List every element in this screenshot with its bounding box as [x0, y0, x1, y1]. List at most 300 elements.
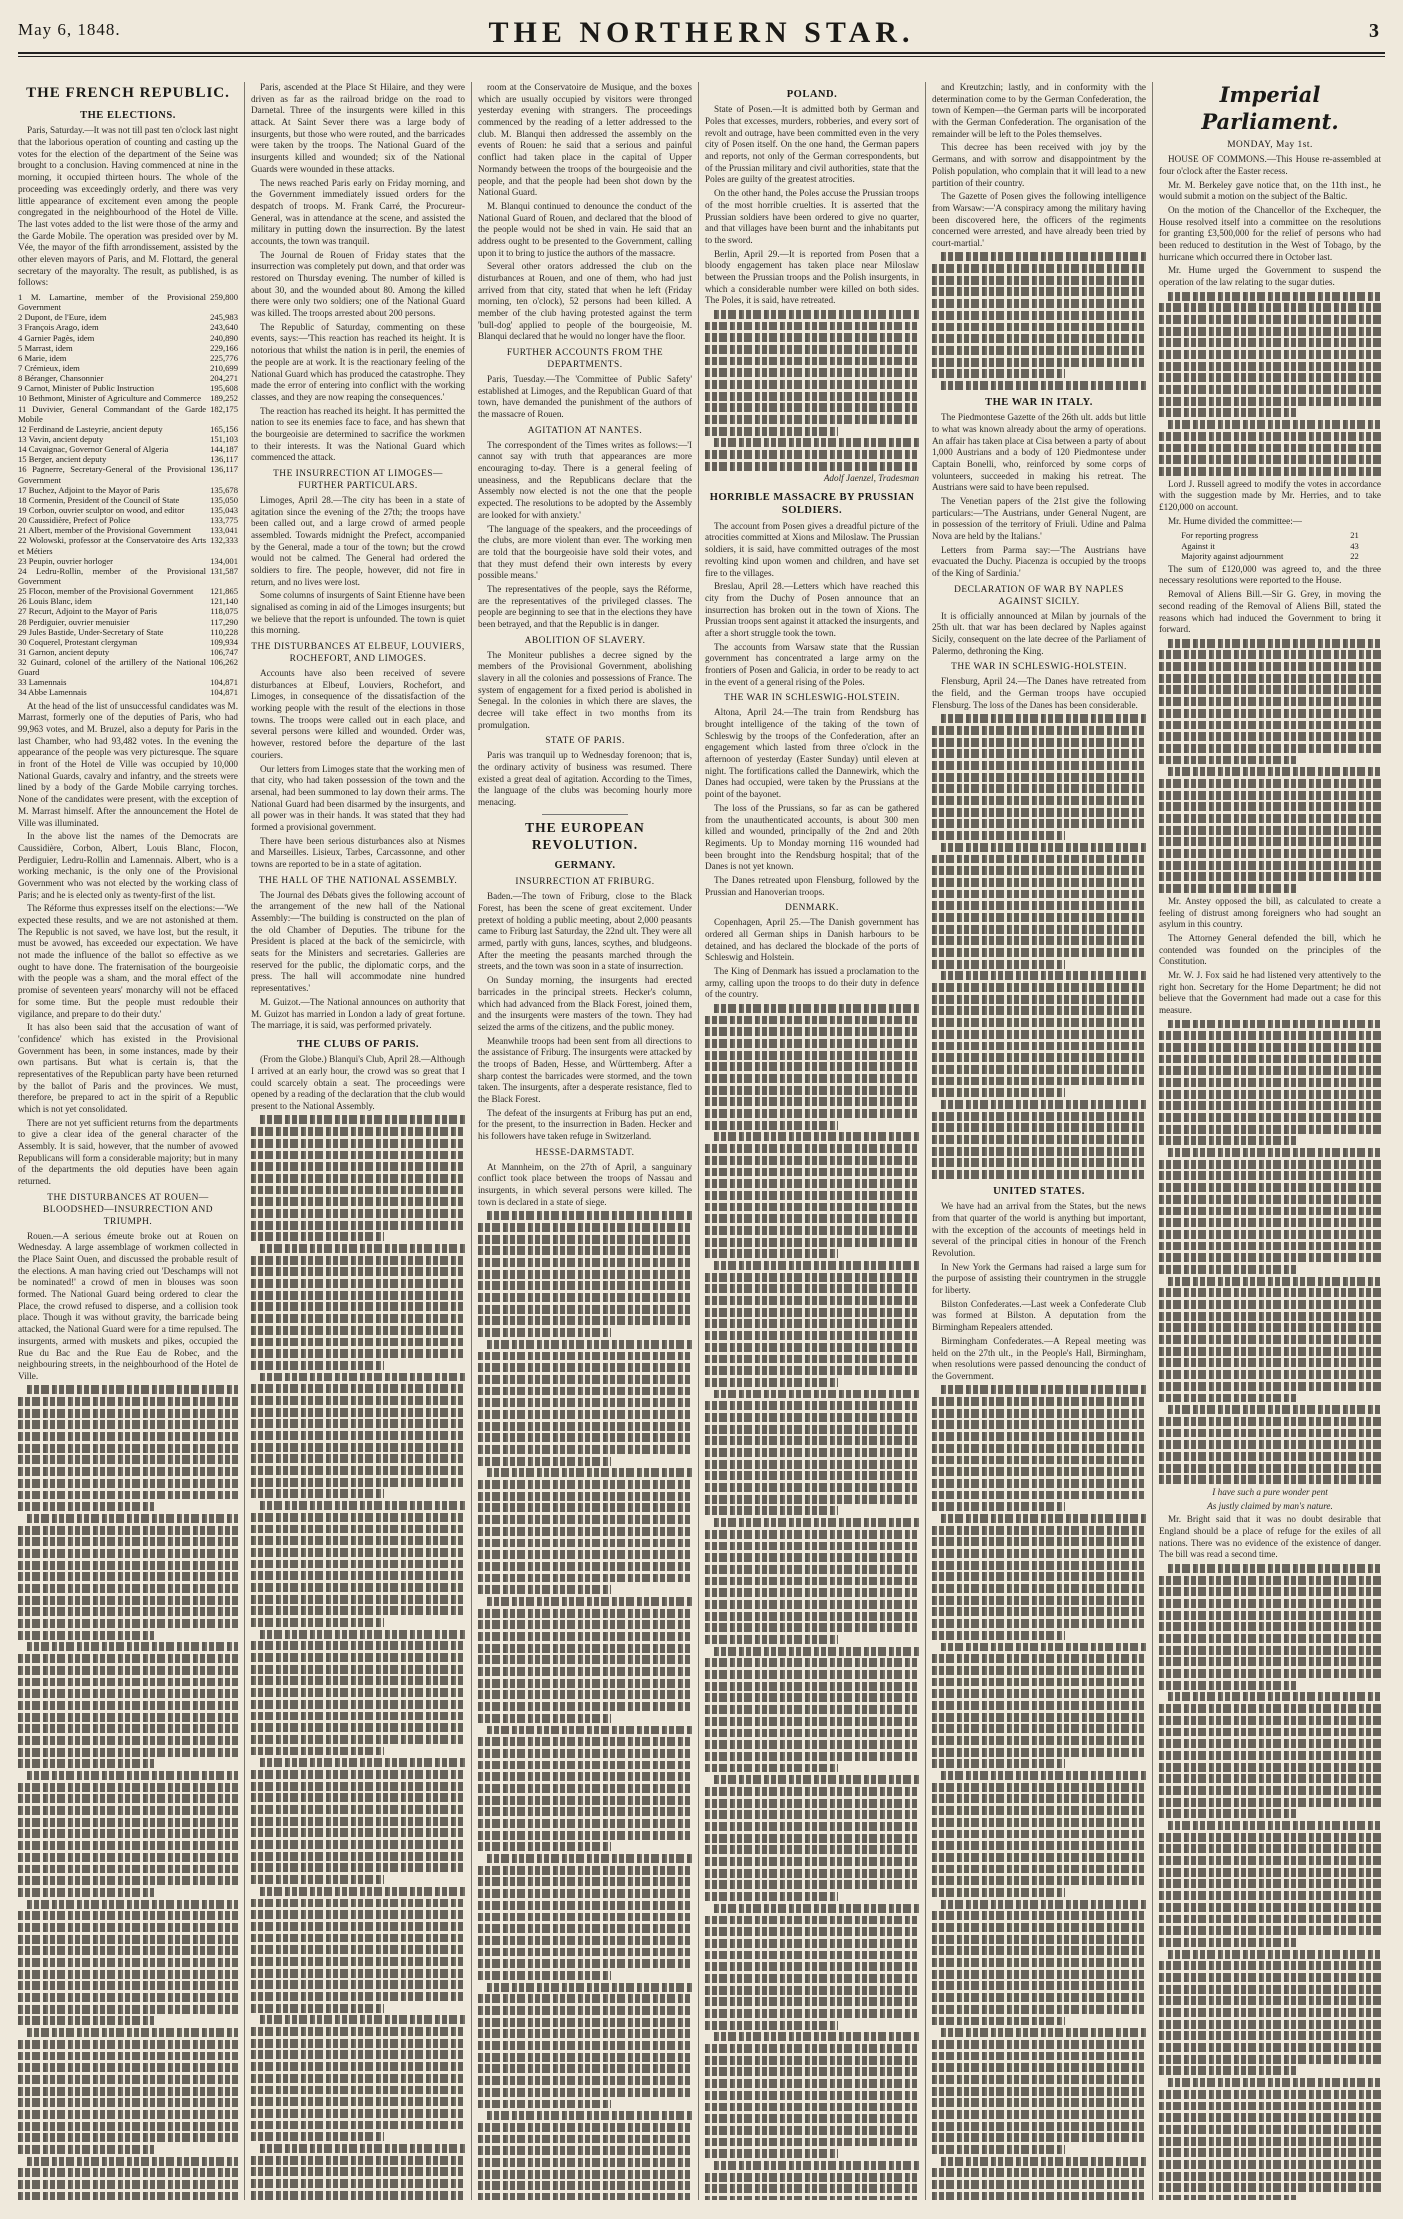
text-line [18, 2180, 238, 2189]
candidate-votes: 135,678 [210, 484, 238, 495]
text-line [1159, 674, 1381, 683]
article-paragraph: State of Posen.—It is admitted both by German and Poles that excesses, murders, robberies, and every sort of revolt and outrage, have been committed even in the very city of Posen itself. On the one hand, the German papers and reports, not only of the German correspondents, but of the Prussian military and civil authorities, state that the Poles are guilty of the greatest atrocities. [705, 104, 919, 185]
text-line [18, 1865, 238, 1874]
illegible-text-block [251, 1115, 465, 2200]
text-line [251, 1606, 465, 1615]
text-line [18, 2016, 154, 2025]
text-line [251, 1162, 465, 1171]
text-line [251, 1151, 465, 1160]
text-line [932, 1736, 1146, 1745]
text-line [478, 1410, 692, 1419]
text-line [1159, 1475, 1381, 1484]
text-line [478, 1503, 692, 1512]
table-row [18, 677, 238, 687]
text-line [478, 1316, 692, 1325]
text-line [1168, 1692, 1381, 1701]
article-paragraph: Paris was tranquil up to Wednesday forenoon; that is, the ordinary activity of business was resumed. There existed a great deal of agitation. According to the Times, the language of the clubs was becoming hourly more menacing. [478, 750, 692, 808]
text-line [941, 1643, 1146, 1652]
text-line [1159, 373, 1381, 382]
article-paragraph: There have been serious disturbances also at Nismes and Marseilles. Lisieux, Tarbes, Carcassonne, and other towns are reported to be in a state of agitation. [251, 835, 465, 869]
text-line [932, 1549, 1146, 1558]
text-line [18, 2168, 238, 2177]
text-line [714, 1390, 919, 1399]
article-paragraph: On the other hand, the Poles accuse the Prussian troops of the most horrible cruelties. It is asserted that the Prussian soldiers have been ordered to give no quarter, and that villages have been burnt and the inhabitants put to the sword. [705, 188, 919, 245]
candidate-name: 3 François Arago, idem [18, 322, 99, 333]
text-line [251, 1560, 465, 1569]
illegible-text-block [705, 310, 919, 471]
text-line [705, 1834, 919, 1843]
text-line [705, 1845, 919, 1854]
text-line [705, 1016, 919, 1025]
text-line [18, 1491, 238, 1500]
text-line [1159, 1669, 1381, 1678]
text-line [478, 2193, 692, 2200]
text-line [932, 1030, 1146, 1039]
text-line [932, 1491, 1146, 1500]
text-line [18, 2052, 238, 2061]
text-line [1159, 744, 1381, 753]
text-line [1159, 1786, 1381, 1795]
illegible-text-block [1159, 639, 1381, 893]
text-line [478, 2170, 692, 2179]
text-line [487, 2111, 692, 2120]
text-line [251, 1875, 384, 1884]
text-line [478, 1796, 692, 1805]
text-line [478, 1948, 692, 1957]
text-line [932, 276, 1146, 285]
text-line [932, 369, 1065, 378]
text-line [1159, 1265, 1297, 1274]
text-line [705, 1249, 838, 1258]
text-line [1159, 2113, 1381, 2122]
text-line [1168, 1020, 1381, 1029]
text-line [478, 2088, 692, 2097]
text-line [705, 1495, 919, 1504]
text-line [478, 1620, 692, 1629]
sub-heading: UNITED STATES. [993, 1185, 1085, 1197]
text-line [260, 1758, 465, 1767]
text-line [478, 1585, 611, 1594]
text-line [478, 1433, 692, 1442]
text-line [1159, 1230, 1381, 1239]
text-line [705, 333, 919, 342]
article-paragraph: The defeat of the insurgents at Friburg has put an end, for the present, to the insurrection in Baden. Hecker and his followers have taken refuge in Switzerland. [478, 1107, 692, 1142]
text-line [705, 1705, 919, 1714]
text-line [1159, 1394, 1297, 1403]
candidate-name: 15 Berger, ancient deputy [18, 454, 107, 465]
text-line [705, 1916, 919, 1925]
text-line [932, 1993, 1146, 2002]
text-line [932, 855, 1146, 864]
text-line [1159, 2148, 1381, 2157]
text-line [941, 252, 1146, 261]
text-line [27, 2157, 238, 2166]
text-line [251, 1232, 384, 1241]
text-line [478, 1223, 692, 1232]
article-paragraph: M. Blanqui continued to denounce the conduct of the National Guard of Rouen, and declared that the blood of the people would not be shed in vain. He said that an address ought to be presented to the Government, calling upon it to bring to justice the authors of the massacre. [478, 200, 692, 258]
text-line [941, 1900, 1146, 1909]
article-paragraph: On the motion of the Chancellor of the Exchequer, the House resolved itself into a committee on the resolutions for granting £3,500,000 for the relief of persons who had been reduced to destitution in the West of Tobago, by the hurricane which occurred there in October last. [1159, 205, 1381, 262]
candidate-votes: 240,890 [210, 332, 238, 343]
text-line [705, 2149, 838, 2158]
text-line [1159, 2172, 1381, 2181]
text-line [705, 1319, 919, 1328]
text-line [1168, 1148, 1381, 1157]
text-line [941, 971, 1146, 980]
sub-heading: INSURRECTION AT FRIBURG. [515, 877, 655, 888]
text-line [705, 1121, 838, 1130]
article-paragraph: The Moniteur publishes a decree signed by the members of the Provisional Government, abolishing slavery in all the colonies and possessions of France. The system of engagement for a fixed period is abolished in Senegal. In the colonies in which there are slaves, the decree will take effect in two months from its promulgation. [478, 649, 692, 730]
text-line [18, 1701, 238, 1710]
text-line [932, 1876, 1146, 1885]
table-row [18, 373, 238, 383]
text-line [18, 1420, 238, 1429]
text-line [932, 1065, 1146, 1074]
text-line [714, 438, 919, 447]
text-line [714, 1518, 919, 1527]
text-line [932, 1112, 1146, 1121]
text-line [251, 1489, 384, 1498]
text-line [932, 1420, 1146, 1429]
text-line [18, 2040, 238, 2049]
text-line [932, 948, 1146, 957]
article-paragraph: At the head of the list of unsuccessful candidates was M. Marrast, formerly one of the deputies of Paris, who had 99,963 votes, and M. Bruzel, also a deputy for Paris in the last Chamber, who had 93,482 votes. In the evening the appearance of the people was very picturesque. The square in front of the Hotel de Ville was occupied by 10,000 National Guards, cavalry and infantry, and the streets were lined by a body of the Garde Mobile carrying torches. None of the candidates were present, with the exception of M. Marrast himself. After the announcement the Hotel de Ville was illuminated. [18, 700, 238, 828]
article-paragraph: The accounts from Warsaw state that the Russian government has concentrated a large army on the frontiers of Posen and Galicia, in order to be ready to act in the event of a general rising of the Poles. [705, 641, 919, 687]
newspaper-title: THE NORTHERN STAR. [488, 16, 915, 49]
text-line [932, 726, 1146, 735]
illegible-text-block [478, 1211, 692, 2200]
text-line [1159, 1207, 1381, 1216]
candidate-name: 7 Crémieux, idem [18, 362, 80, 373]
text-line [1159, 338, 1381, 347]
text-line [18, 1444, 238, 1453]
text-line [932, 901, 1146, 910]
candidate-votes: 133,041 [210, 525, 238, 536]
text-line [705, 403, 919, 412]
text-line [714, 1261, 919, 1270]
text-line [705, 380, 919, 389]
text-line [478, 2029, 692, 2038]
text-line [1159, 1996, 1381, 2005]
text-line [27, 1900, 238, 1909]
text-line [932, 1135, 1146, 1144]
article-paragraph: The representatives of the people, says the Réforme, are the representatives of the privileged classes. The people are beginning to see that in the elections they have been betrayed, and that the Republic is in danger. [478, 583, 692, 629]
text-line [18, 2098, 238, 2107]
illegible-text-block [1159, 1020, 1381, 1485]
article-paragraph: The loss of the Prussians, so far as can be gathered from the unauthenticated accounts, is about 300 men killed and wounded, principally of the 2nd and 20th Regiments. Up to Monday morning 116 wounded had been brought into the Rendsburg hospital; that of the Danes is not yet known. [705, 802, 919, 872]
text-line [1159, 1879, 1381, 1888]
text-line [18, 1888, 154, 1897]
sub-heading: HORRIBLE MASSACRE BY PRUSSIAN SOLDIERS. [709, 492, 915, 517]
candidate-name: 32 Guinard, colonel of the artillery of the National Guard [18, 657, 207, 678]
text-line [932, 995, 1146, 1004]
text-line [1159, 2183, 1381, 2192]
text-line [705, 1658, 919, 1667]
text-line [932, 1456, 1146, 1465]
article-paragraph: The Journal des Débats gives the following account of the arrangement of the new hall of the National Assembly:—'The building is constructed on the plan of the old Chamber of Deputies. The tribune for the President is placed at the back of the semicircle, with seats for the Ministers and secretaries. Galleries are reserved for the public, the diplomatic corps, and the press. The hall will accommodate nine hundred representatives.' [251, 889, 465, 994]
text-line [932, 1596, 1146, 1605]
candidate-votes: 117,290 [210, 616, 238, 627]
text-line [932, 358, 1146, 367]
text-line [18, 1783, 238, 1792]
text-line [1159, 1429, 1381, 1438]
text-line [18, 1736, 238, 1745]
text-line [705, 1752, 919, 1761]
text-line [478, 1550, 692, 1559]
text-line [705, 1565, 919, 1574]
text-line [705, 1203, 919, 1212]
text-line [18, 1502, 154, 1511]
text-line [705, 1074, 919, 1083]
text-line [705, 462, 919, 471]
article-paragraph: Flensburg, April 24.—The Danes have retreated from the field, and the German troops have occupied Flensburg. The loss of the Danes has been considerable. [932, 676, 1146, 710]
text-line [251, 1525, 465, 1534]
text-line [478, 1387, 692, 1396]
text-line [1159, 1915, 1381, 1924]
text-line [1159, 1171, 1381, 1180]
candidate-votes: 243,640 [210, 322, 238, 333]
candidate-votes: 135,043 [210, 504, 238, 515]
text-line [1159, 1101, 1381, 1110]
article-paragraph: Mr. M. Berkeley gave notice that, on the 11th inst., he would submit a motion on the subject of the Baltic. [1159, 179, 1381, 202]
text-line [941, 381, 1146, 390]
text-line [18, 1654, 238, 1663]
column-rule [471, 82, 472, 2200]
division-count: 22 [1350, 550, 1359, 561]
masthead-rule-thin [18, 56, 1385, 57]
candidate-votes: 229,166 [210, 342, 238, 353]
text-line [714, 2161, 919, 2170]
text-line [705, 1168, 919, 1177]
candidate-name: 18 Cormenin, President of the Council of State [18, 494, 180, 505]
column-rule [925, 82, 926, 2200]
newspaper-page [18, 14, 1385, 2206]
sub-heading: THE ELECTIONS. [80, 110, 176, 122]
text-line [705, 1051, 919, 1060]
candidate-votes: 245,983 [210, 312, 238, 323]
text-line [705, 1425, 919, 1434]
candidate-name: 14 Cavaignac, Governor General of Algeria [18, 444, 169, 455]
text-line [251, 1326, 465, 1335]
text-line [251, 1419, 465, 1428]
text-line [705, 2009, 919, 2018]
text-line [932, 2005, 1146, 2014]
text-line [18, 1946, 238, 1955]
text-line [1159, 1926, 1381, 1935]
text-line [251, 1431, 465, 1440]
text-line [705, 1086, 919, 1095]
text-line [260, 2144, 465, 2153]
text-line [932, 1018, 1146, 1027]
column-4 [705, 82, 919, 2200]
text-line [1159, 872, 1381, 881]
text-line [705, 1623, 919, 1632]
text-line [932, 866, 1146, 875]
text-line [1159, 1704, 1381, 1713]
article-paragraph: The account from Posen gives a dreadful picture of the atrocities committed at Xions and Miloslaw. The Prussian soldiers, it is said, have committed outrages of the most revolting kind upon women and children, and have set fire to the villages. [705, 520, 919, 578]
column-3 [478, 82, 692, 2200]
text-line [18, 1619, 238, 1628]
text-line [251, 1735, 465, 1744]
text-line [1159, 1891, 1381, 1900]
text-line [1159, 1844, 1381, 1853]
article-paragraph: Paris, Saturday.—It was not till past ten o'clock last night that the laborious operation of counting and casting up the votes for the election of the department of the Seine was brought to a conclusion. Having commenced at nine in the morning, it occupied thirteen hours. The whole of the proceeding was exceedingly orderly, and there was very little appearance of excitement even among the people congregated in the neighbourhood of the Hotel de Ville. The last votes added to the list were those of the army and the Garde Mobile. The operation was presided over by M. Vée, the mayor of the fifth arrondissement, assisted by the other eleven mayors of Paris, and M. Flottard, the general secretary of the mayoralty. The result, as published, is as follows: [18, 125, 238, 288]
text-line [932, 1607, 1146, 1616]
text-line [18, 1713, 238, 1722]
text-line [1159, 2066, 1297, 2075]
article-paragraph: The Gazette of Posen gives the following intelligence from Warsaw:—'A conspiracy among the military having been discovered here, the officers of the regiments concerned were arrested, and have already been tried by court-martial.' [932, 191, 1146, 248]
text-line [478, 2100, 611, 2109]
text-line [1159, 1113, 1381, 1122]
text-line [478, 1492, 692, 1501]
text-line [251, 1840, 465, 1849]
text-line [478, 1655, 692, 1664]
division-table [1181, 530, 1359, 560]
article-paragraph: Meanwhile troops had been sent from all directions to the assistance of Friburg. The insurgents were attacked by the troops of Baden, Hesse, and Württemberg. After a sharp contest the barricades were stormed, and the town taken. The insurgents, after a desperate resistance, fled to the Black Forest. [478, 1035, 692, 1105]
text-line [1159, 1160, 1381, 1169]
text-line [18, 1689, 238, 1698]
column-rule [698, 82, 699, 2200]
text-line [932, 1479, 1146, 1488]
text-line [941, 1514, 1146, 1523]
text-line [932, 1053, 1146, 1062]
text-line [705, 1962, 919, 1971]
text-line [478, 1901, 692, 1910]
illegible-text-block [1159, 1564, 1381, 2200]
text-line [705, 1764, 838, 1773]
candidate-votes: 151,103 [210, 433, 238, 444]
text-line [932, 1537, 1146, 1546]
text-line [1159, 802, 1381, 811]
table-row [18, 627, 238, 637]
candidate-name: 12 Ferdinand de Lasteyrie, ancient deputy [18, 423, 163, 434]
text-line [478, 1819, 692, 1828]
text-line [932, 960, 1065, 969]
text-line [251, 1548, 465, 1557]
article-paragraph: room at the Conservatoire de Musique, and the boxes which are usually occupied by visitors were thronged yesterday evening with strangers. The proceedings commenced by the reading of a letter addressed to the club. M. Blanqui then addressed the assembly on the events of Rouen: he said that a serious and painful conflict had taken place in the capital of Upper Normandy between the troops of the bourgeoisie and the people, and that the people had been shot down by the National Guard. [478, 82, 692, 198]
article-paragraph: The Venetian papers of the 21st give the following particulars:—'The Austrians, under General Nugent, are in possession of the territory of Friuli. Udine and Palma Nova are held by the Italians.' [932, 496, 1146, 542]
article-paragraph: The reaction has reached its height. It has permitted the nation to see its enemies face to face, and has shewn that the bourgeoisie are determined to sacrifice the workmen to their interests. It was the National Guard which commenced the attack. [251, 405, 465, 463]
text-line [478, 1527, 692, 1536]
text-line [705, 1997, 919, 2006]
table-row [18, 535, 238, 555]
text-line [1159, 1452, 1381, 1461]
article-paragraph: Birmingham Confederates.—A Repeal meeting was held on the 27th ult., in the People's Hall, Birmingham, when resolutions were passed denouncing the conduct of the Government. [932, 1335, 1146, 1381]
text-line [932, 1783, 1146, 1792]
text-line [932, 1561, 1146, 1570]
text-line [1159, 1078, 1381, 1087]
text-line [251, 1197, 465, 1206]
text-line [1159, 2008, 1381, 2017]
text-line [932, 1713, 1146, 1722]
candidate-name: 16 Pagnerre, Secretary-General of the Provisional Government [18, 464, 207, 485]
text-line [932, 1467, 1146, 1476]
text-line [705, 1986, 919, 1995]
verse-line: I have such a pure wonder pent [1212, 1487, 1328, 1497]
text-line [1159, 2090, 1381, 2099]
division-label: For reporting progress [1181, 530, 1259, 541]
text-line [932, 1888, 1065, 1897]
text-line [932, 1502, 1065, 1511]
candidate-votes: 210,699 [210, 362, 238, 373]
text-line [705, 1939, 919, 1948]
text-line [1159, 1576, 1381, 1585]
text-line [478, 1539, 692, 1548]
text-line [478, 2053, 692, 2062]
text-line [18, 1572, 238, 1581]
text-line [705, 345, 919, 354]
column-1 [18, 82, 238, 2200]
text-line [1168, 1821, 1381, 1830]
sub-heading: THE WAR IN ITALY. [985, 396, 1093, 408]
text-line [18, 1724, 238, 1733]
text-line [705, 1308, 919, 1317]
text-line [251, 2027, 465, 2036]
text-line [251, 1770, 465, 1779]
text-line [1159, 2055, 1381, 2064]
text-line [1159, 1183, 1381, 1192]
text-line [1159, 1587, 1381, 1596]
text-line [932, 1678, 1146, 1687]
candidate-votes: 133,775 [210, 515, 238, 526]
text-line [705, 1097, 919, 1106]
text-line [1159, 1646, 1381, 1655]
text-line [251, 1653, 465, 1662]
text-line [1159, 732, 1381, 741]
text-line [932, 1631, 1065, 1640]
text-line [251, 2039, 465, 2048]
text-line [18, 1526, 238, 1535]
candidate-name: 5 Marrast, idem [18, 342, 73, 353]
text-line [18, 1631, 154, 1640]
text-line [705, 1799, 919, 1808]
text-line [1159, 1347, 1381, 1356]
text-line [705, 1343, 919, 1352]
text-line [705, 1401, 919, 1410]
text-line [478, 1889, 692, 1898]
text-line [18, 1678, 238, 1687]
text-line [1159, 1599, 1381, 1608]
text-line [705, 1378, 838, 1387]
text-line [1159, 315, 1381, 324]
text-line [18, 1666, 238, 1675]
text-line [1159, 1464, 1381, 1473]
text-line [705, 357, 919, 366]
text-line [1159, 1066, 1381, 1075]
sub-heading: POLAND. [786, 89, 838, 100]
text-line [1159, 397, 1381, 406]
text-line [1159, 861, 1381, 870]
text-line [478, 1457, 611, 1466]
table-row [18, 657, 238, 677]
text-line [705, 1787, 919, 1796]
text-line [18, 1923, 238, 1932]
text-line [478, 2006, 692, 2015]
table-row [18, 556, 238, 566]
text-line [478, 1375, 692, 1384]
text-line [932, 2122, 1146, 2131]
text-line [18, 2145, 154, 2154]
article-paragraph: Breslau, April 28.—Letters which have reached this city from the Duchy of Posen announce that an insurrection has broken out in the town of Xions. The Prussian troops sent against it attacked the insurgents, and after a short struggle took the town. [705, 581, 919, 638]
text-line [932, 1432, 1146, 1441]
text-line [478, 2158, 692, 2167]
text-line [932, 819, 1146, 828]
sub-heading: DENMARK. [785, 903, 839, 914]
text-line [18, 1455, 238, 1464]
text-line [705, 1810, 919, 1819]
text-line [251, 2121, 465, 2130]
article-paragraph: In the above list the names of the Democrats are Caussidière, Corbon, Albert, Louis Blanc, Flocon, Perdiguier, Ledru-Rollin and Lamennais. Albert, who is a working mechanic, is the only one of the Provisional Government who was not elected by the working class of Paris; and he is elected only as twenty-first of the list. [18, 831, 238, 900]
